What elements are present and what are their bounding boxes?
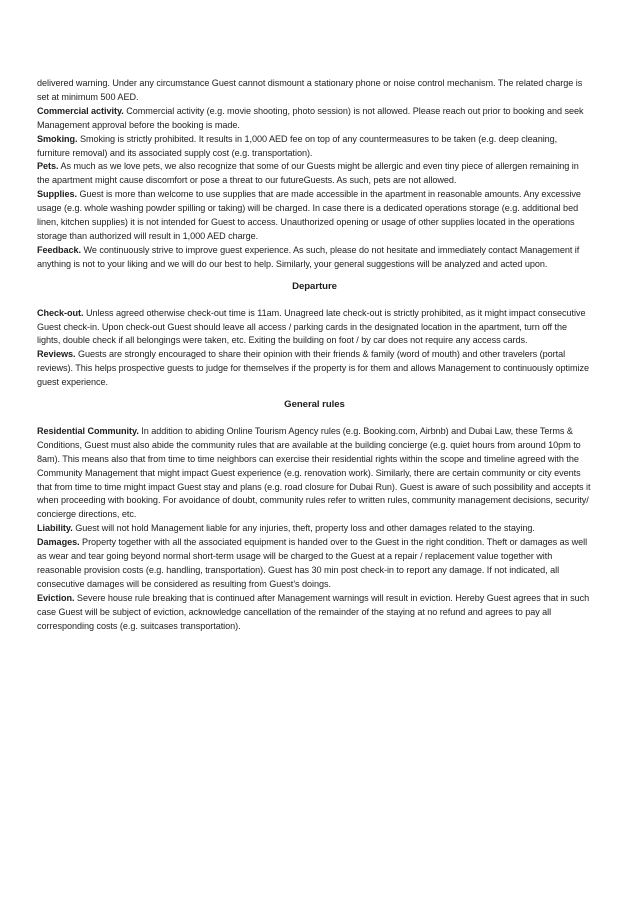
section-heading-general-rules: General rules [284,399,345,411]
rule-check-out [37,307,592,349]
rule-supplies [37,188,592,244]
rule-term: Reviews. [37,349,76,360]
rule-term: Check-out. [37,307,84,318]
rule-damages [37,536,592,592]
rule-smoking [37,133,592,161]
rule-text: Guest will not hold Management liable for any injuries, theft, property loss and other damages related to the staying. [72,523,535,534]
rule-term: Feedback. [37,244,82,255]
rule-text: Guest is more than welcome to use supplies that are made accessible in the apartment in reasonable amounts. Any excessive usage (e.g. whole washing powder spilling or taking) will be charged. In case there is a dedicated operations storage (e.g. additional bed linen, kitchen supplies) it is not intended for Guest to access. Unauthorized opening or usage of other supplies located in the operations storage than authorized will result in 1,000 AED charge. [37,189,581,241]
rule-text: Commercial activity (e.g. movie shooting, photo session) is not allowed. Please reach out prior to booking and seek Management approval before the booking is made. [37,105,584,130]
rule-eviction [37,592,592,634]
rule-text: Severe house rule breaking that is continued after Management warnings will result in eviction. Hereby Guest agrees that in such case Guest will be subject of eviction, acknowledge cancellation of the remainder of the staying at no refund and agrees to pay all corresponding costs (e.g. suitcases transportation). [37,592,590,631]
rule-term: Pets. [37,161,59,172]
rule-text: As much as we love pets, we also recognize that some of our Guests might be allergic and even tiny piece of allergen remaining in the apartment might cause discomfort or pose a threat to our futureGuests. As such, pets are not allowed. [37,161,579,186]
rule-text: In addition to abiding Online Tourism Agency rules (e.g. Booking.com, Airbnb) and Dubai Law, these Terms & Conditions, Guest must also abide the community rules that are available at the building concierge (e.g. quiet hours from around 10pm to 8am). This means also that from time to time neighbors can exercise their residential rights within the scope and timeline agreed with the Community Management that might impact Guest experience (e.g. renovation work). Similarly, there are certain community or city events that from time to time might impact Guest stay and plans (e.g. road closure for Dubai Run). Guest is aware of such possibility and accepts it when proceeding with booking. For avoidance of doubt, community rules refer to written rules, community management decisions, security/ concierge directions, etc. [37,425,591,520]
section-heading-departure: Departure [292,280,337,292]
rule-text: Property together with all the associated equipment is handed over to the Guest in the right condition. Theft or damages as well as wear and tear going beyond normal short-term usage will be charged to the Guest at a repair / replacement value together with reasonable provision costs (e.g. handling, transportation). Guest has 30 min post check-in to report any damage. If not indicated, all consecutive damages will be considered as resulting from Guest’s doings. [37,537,588,589]
rule-term: Liability. [37,523,73,534]
intro-paragraph: delivered warning. Under any circumstance Guest cannot dismount a stationary phone or noise control mechanism. The related charge is set at minimum 500 AED. [37,78,583,102]
rule-text: We continuously strive to improve guest experience. As such, please do not hesitate and immediately contact Management if anything is not to your liking and we will do our best to help. Similarly, your general suggestions will be analyzed and acted upon. [37,244,580,269]
rule-feedback [37,244,592,272]
rule-term: Supplies. [37,189,77,200]
rule-term: Residential Community. [37,425,139,436]
rule-commercial-activity [37,105,592,133]
rule-term: Smoking. [37,133,78,144]
rule-term: Commercial activity. [37,105,124,116]
rule-residential-community [37,425,592,522]
rule-reviews [37,348,592,390]
rule-pets [37,160,592,188]
document-page [37,77,592,634]
rule-liability [37,522,592,536]
rule-text: Guests are strongly encouraged to share their opinion with their friends & family (word of mouth) and other travelers (portal reviews). This helps prospective guests to judge for themselves if the property is for them and allows Management to continuously optimize guest experience. [37,349,589,388]
rule-text: Smoking is strictly prohibited. It results in 1,000 AED fee on top of any countermeasures to be taken (e.g. deep cleaning, furniture removal) and its associated supply cost (e.g. transportation). [37,133,558,158]
rule-term: Eviction. [37,592,75,603]
rule-text: Unless agreed otherwise check-out time is 11am. Unagreed late check-out is strictly prohibited, as it might impact consecutive Guest check-in. Upon check-out Guest should leave all access / parking cards in the designated location in the apartment, turn off the lights, double check if all belongings were taken, etc. Exiting the building on foot / by car does not require any access cards. [37,307,586,346]
rule-term: Damages. [37,537,80,548]
